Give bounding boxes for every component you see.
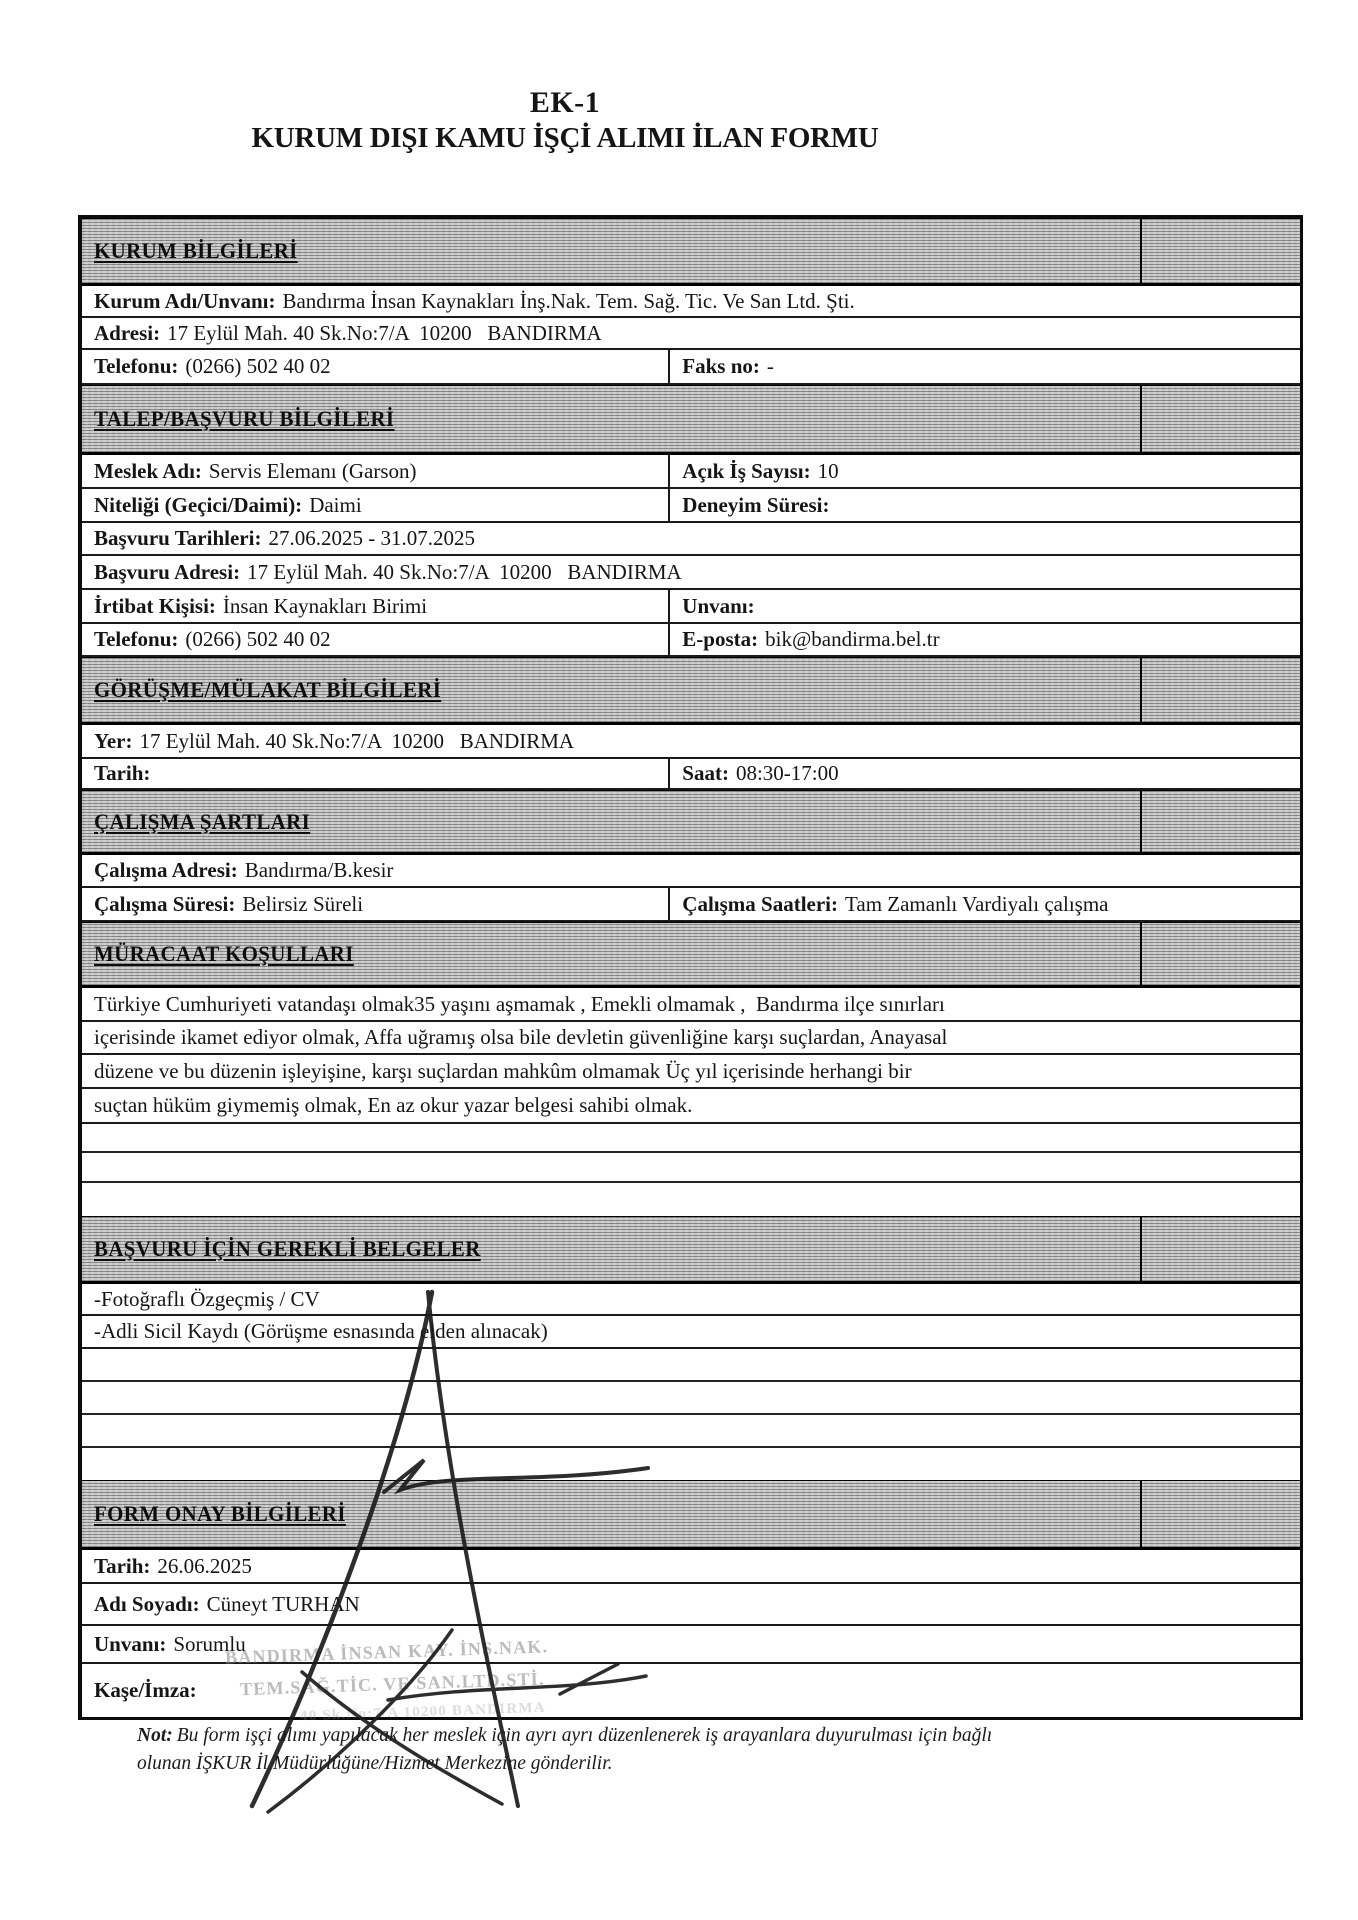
form-code: EK-1 xyxy=(529,86,601,119)
section-header-gorusme-mulakat xyxy=(82,657,1300,725)
section-title: MÜRACAAT KOŞULLARI xyxy=(94,941,354,966)
row-meslek-acikis xyxy=(82,455,1300,489)
field-value: (0266) 502 40 02 xyxy=(185,627,331,651)
row-yer xyxy=(82,725,1300,759)
section-title: GÖRÜŞME/MÜLAKAT BİLGİLERİ xyxy=(94,677,442,702)
section-title: ÇALIŞMA ŞARTLARI xyxy=(94,808,311,834)
form-table xyxy=(78,215,1303,1720)
field-label: Meslek Adı: xyxy=(94,458,202,483)
section-header-kurum-bilgileri xyxy=(82,218,1300,286)
footer-note xyxy=(137,1722,1057,1778)
row-calisma-suresi-saatleri xyxy=(82,888,1300,922)
field-label: Kurum Adı/Unvanı: xyxy=(94,288,276,313)
empty-row xyxy=(82,1183,1300,1216)
field-value: 17 Eylül Mah. 40 Sk.No:7/A 10200 BANDIRMA xyxy=(167,320,602,345)
empty-row xyxy=(82,1124,1300,1153)
stamp-text-company-1: BANDIRMA İNSAN KAY. İNŞ.NAK. xyxy=(224,1636,549,1668)
note-line-1: Bu form işçi alımı yapılacak her meslek için ayrı ayrı düzenlenerek iş arayanlara duyurulması için bağlı xyxy=(176,1725,993,1746)
paragraph-line: Türkiye Cumhuriyeti vatandaşı olmak35 yaşını aşmamak , Emekli olmamak , Bandırma ilçe sınırları xyxy=(94,991,945,1016)
empty-row xyxy=(82,1382,1300,1415)
row-kosul-line3 xyxy=(82,1055,1300,1089)
note-line-2: olunan İŞKUR İl Müdürlüğüne/Hizmet Merkezine gönderilir. xyxy=(137,1753,613,1774)
title-block xyxy=(0,86,1130,155)
field-value: Sorumlu xyxy=(173,1631,246,1656)
paragraph-line: içerisinde ikamet ediyor olmak, Affa uğramış olsa bile devletin güvenliğine karşı suçlardan, Anayasal xyxy=(94,1025,948,1049)
row-basvuru-adresi xyxy=(82,556,1300,590)
field-label: E-posta: xyxy=(682,627,759,651)
row-onay-tarih xyxy=(82,1550,1300,1584)
section-header-form-onay xyxy=(82,1480,1300,1550)
row-kosul-line2 xyxy=(82,1022,1300,1055)
field-label: Faks no: xyxy=(682,354,760,378)
field-value: Cüneyt TURHAN xyxy=(206,1591,360,1616)
section-title: KURUM BİLGİLERİ xyxy=(94,238,298,263)
row-telefon-faks xyxy=(82,350,1300,385)
field-value: İnsan Kaynakları Birimi xyxy=(222,593,428,618)
section-header-calisma-sartlari xyxy=(82,790,1300,855)
row-telefon-eposta xyxy=(82,624,1300,657)
field-value: Servis Elemanı (Garson) xyxy=(208,458,417,483)
field-label: İrtibat Kişisi: xyxy=(94,593,216,618)
band-right-cell xyxy=(1142,386,1300,452)
field-label: Çalışma Adresi: xyxy=(94,858,238,882)
field-label: Yer: xyxy=(94,728,133,753)
field-value: - xyxy=(766,354,774,378)
row-irtibat-unvan xyxy=(82,590,1300,624)
section-title: TALEP/BAŞVURU BİLGİLERİ xyxy=(94,406,395,431)
document-item: -Fotoğraflı Özgeçmiş / CV xyxy=(94,1286,320,1311)
empty-row xyxy=(82,1349,1300,1382)
field-value: (0266) 502 40 02 xyxy=(185,354,331,378)
stamp-text-address: 40 Sk.No:7/A 10200 BANDIRMA xyxy=(299,1699,546,1725)
stamp-text-company-2: TEM.SAĞ.TİC. VE SAN.LTD.ŞTİ. xyxy=(239,1668,545,1700)
row-kosul-line1 xyxy=(82,988,1300,1022)
row-nitelik-deneyim xyxy=(82,489,1300,523)
field-value: 17 Eylül Mah. 40 Sk.No:7/A 10200 BANDIRMA xyxy=(247,559,682,584)
document-item: -Adli Sicil Kaydı (Görüşme esnasında elden alınacak) xyxy=(94,1319,548,1343)
field-label: Başvuru Tarihleri: xyxy=(94,526,262,550)
row-adresi xyxy=(82,318,1300,350)
field-value: Belirsiz Süreli xyxy=(242,891,364,916)
field-label: Başvuru Adresi: xyxy=(94,559,241,584)
section-title: BAŞVURU İÇİN GEREKLİ BELGELER xyxy=(94,1236,481,1261)
row-kurum-adi xyxy=(82,286,1300,318)
field-label: Tarih: xyxy=(94,761,151,785)
row-belge-cv xyxy=(82,1284,1300,1316)
field-label: Saat: xyxy=(682,761,729,785)
row-onay-ad-soyad xyxy=(82,1584,1300,1626)
field-value: Bandırma İnsan Kaynakları İnş.Nak. Tem. Sağ. Tic. Ve San Ltd. Şti. xyxy=(282,288,855,313)
field-value: bik@bandirma.bel.tr xyxy=(765,627,940,651)
band-right-cell xyxy=(1142,791,1300,852)
band-right-cell xyxy=(1142,1217,1300,1281)
field-label: Unvanı: xyxy=(682,593,755,618)
section-title: FORM ONAY BİLGİLERİ xyxy=(94,1501,346,1526)
section-header-talep-basvuru xyxy=(82,385,1300,455)
field-label: Adı Soyadı: xyxy=(94,1591,200,1616)
paragraph-line: suçtan hüküm giymemiş olmak, En az okur yazar belgesi sahibi olmak. xyxy=(94,1093,693,1117)
field-value: Bandırma/B.kesir xyxy=(244,858,394,882)
empty-row xyxy=(82,1415,1300,1448)
band-right-cell xyxy=(1142,923,1300,985)
field-value: 10 xyxy=(817,458,839,483)
band-right-cell xyxy=(1142,658,1300,722)
field-label: Kaşe/İmza: xyxy=(94,1678,197,1702)
note-prefix: Not: xyxy=(137,1725,173,1746)
field-label: Unvanı: xyxy=(94,1631,167,1656)
field-label: Deneyim Süresi: xyxy=(682,492,830,517)
field-label: Niteliği (Geçici/Daimi): xyxy=(94,492,303,517)
field-value: 17 Eylül Mah. 40 Sk.No:7/A 10200 BANDIRMA xyxy=(139,728,575,753)
row-calisma-adresi xyxy=(82,855,1300,888)
band-right-cell xyxy=(1142,1481,1300,1547)
section-header-muracaat-kosullari xyxy=(82,922,1300,988)
row-belge-adli-sicil xyxy=(82,1316,1300,1349)
section-header-gerekli-belgeler xyxy=(82,1216,1300,1284)
field-label: Adresi: xyxy=(94,320,161,345)
field-label: Çalışma Saatleri: xyxy=(682,891,839,916)
empty-row xyxy=(82,1153,1300,1183)
field-label: Telefonu: xyxy=(94,627,179,651)
row-tarih-saat xyxy=(82,759,1300,790)
field-label: Tarih: xyxy=(94,1553,151,1578)
row-kosul-line4 xyxy=(82,1089,1300,1124)
field-label: Çalışma Süresi: xyxy=(94,891,236,916)
paragraph-line: düzene ve bu düzenin işleyişine, karşı suçlardan mahkûm olmamak Üç yıl içerisinde herhangi bir xyxy=(94,1058,912,1083)
field-label: Açık İş Sayısı: xyxy=(682,458,811,483)
field-value: 27.06.2025 - 31.07.2025 xyxy=(268,526,475,550)
field-label: Telefonu: xyxy=(94,354,179,378)
field-value: Daimi xyxy=(309,492,362,517)
field-value: 26.06.2025 xyxy=(157,1553,252,1578)
row-basvuru-tarihleri xyxy=(82,523,1300,556)
empty-row xyxy=(82,1448,1300,1480)
field-value: Tam Zamanlı Vardiyalı çalışma xyxy=(845,891,1109,916)
field-value: 08:30-17:00 xyxy=(735,761,839,785)
band-right-cell xyxy=(1142,219,1300,283)
page-title: KURUM DIŞI KAMU İŞÇİ ALIMI İLAN FORMU xyxy=(251,122,879,154)
